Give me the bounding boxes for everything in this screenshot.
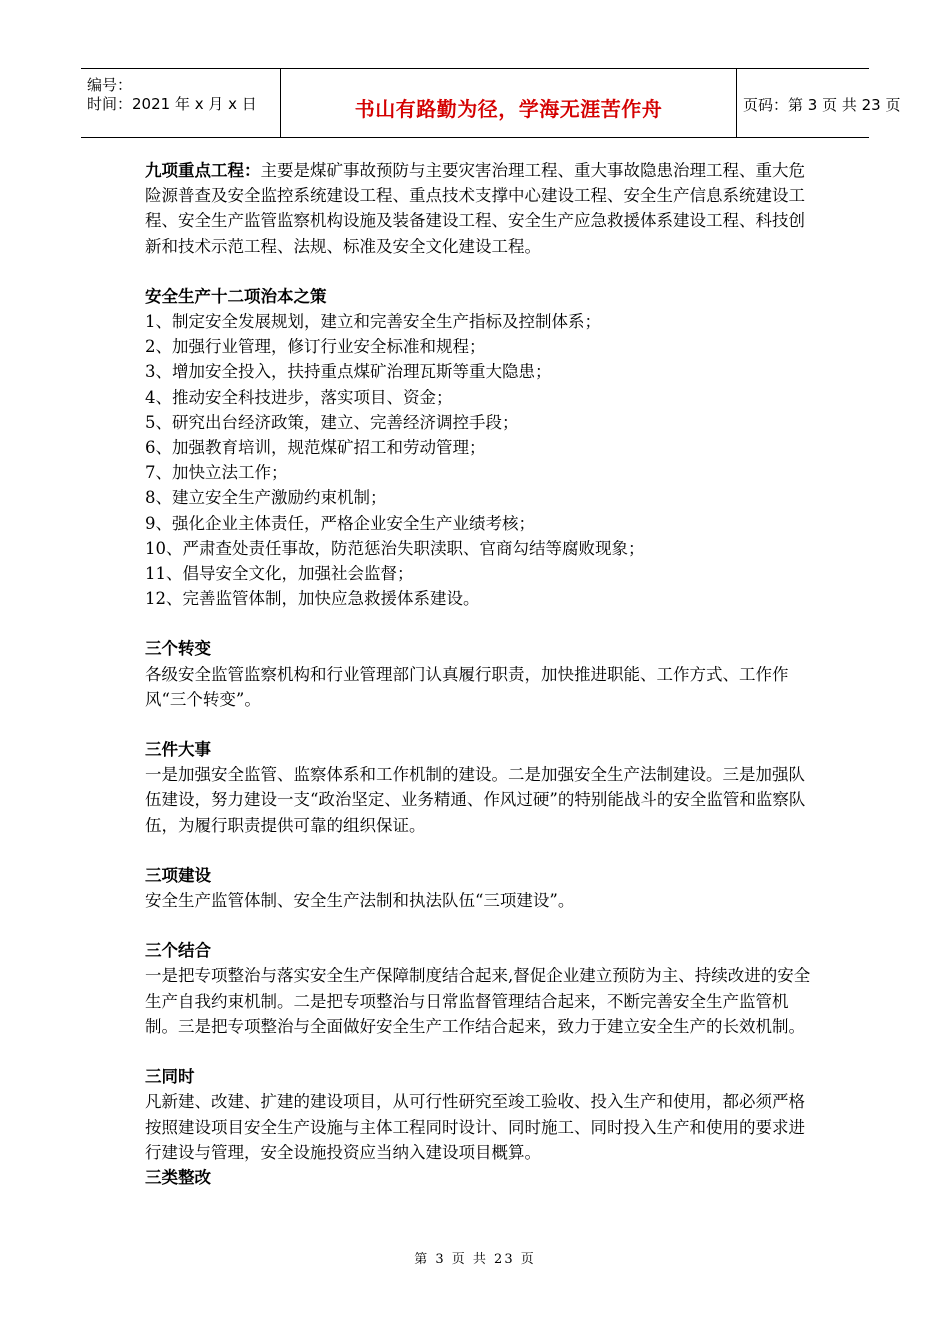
header-time: 时间：2021 年 x 月 x 日 [87, 95, 257, 113]
section-title: 九项重点工程： [145, 161, 261, 180]
header-page-number: 页码：第 3 页 共 23 页 [743, 96, 901, 114]
section-title-three-simultaneous: 三同时 [145, 1067, 195, 1087]
list-item: 2、加强行业管理，修订行业安全标准和规程； [145, 337, 486, 357]
section-text: 一是加强安全监管、监察体系和工作机制的建设。二是加强安全生产法制建设。三是加强队伍建设，努力建设一支“政治坚定、业务精通、作风过硬”的特别能战斗的安全监管和监察队伍，为履行职责提供可靠的组织保证。 [145, 765, 806, 835]
header-motto-cell [281, 69, 737, 137]
list-item: 5、研究出台经济政策，建立、完善经济调控手段； [145, 412, 519, 432]
list-item: 9、强化企业主体责任，严格企业安全生产业绩考核； [145, 513, 535, 533]
section-title-three-constructions: 三项建设 [145, 865, 211, 885]
section-title-three-changes: 三个转变 [145, 639, 211, 659]
section-text: 安全生产监管体制、安全生产法制和执法队伍“三项建设”。 [145, 891, 575, 911]
header-page-cell [737, 69, 901, 137]
document-body [145, 158, 813, 1190]
list-item: 10、严肃查处责任事故，防范惩治失职渎职、官商勾结等腐败现象； [145, 538, 645, 558]
section-title-twelve-measures: 安全生产十二项治本之策 [145, 286, 327, 306]
list-item: 3、增加安全投入，扶持重点煤矿治理瓦斯等重大隐患； [145, 362, 552, 382]
list-item: 1、制定安全发展规划，建立和完善安全生产指标及控制体系； [145, 312, 601, 332]
header-motto: 书山有路勤为径，学海无涯苦作舟 [354, 97, 663, 121]
list-item: 6、加强教育培训，规范煤矿招工和劳动管理； [145, 438, 486, 458]
section-text: 凡新建、改建、扩建的建设项目，从可行性研究至竣工验收、投入生产和使用，都必须严格按照建设项目安全生产设施与主体工程同时设计、同时施工、同时投入生产和使用的要求进行建设与管理，安全设施投资应当纳入建设项目概算。 [145, 1092, 805, 1162]
list-item: 12、完善监管体制，加快应急救援体系建设。 [145, 589, 480, 609]
section-text: 各级安全监管监察机构和行业管理部门认真履行职责，加快推进职能、工作方式、工作作风“三个转变”。 [145, 664, 789, 709]
page-header [81, 68, 901, 138]
section-title-three-events: 三件大事 [145, 740, 211, 760]
list-item: 4、推动安全科技进步，落实项目、资金； [145, 387, 453, 407]
section-title-three-rectifications: 三类整改 [145, 1167, 211, 1187]
header-number: 编号： [87, 76, 133, 94]
page-footer: 第 3 页 共 23 页 [414, 1252, 536, 1267]
list-item: 8、建立安全生产激励约束机制； [145, 488, 387, 508]
list-item: 11、倡导安全文化，加强社会监督； [145, 564, 414, 584]
section-text: 一是把专项整治与落实安全生产保障制度结合起来,督促企业建立预防为主、持续改进的安全生产自我约束机制。二是把专项整治与日常监督管理结合起来，不断完善安全生产监管机制。三是把专项整治与全面做好安全生产工作结合起来，致力于建立安全生产的长效机制。 [145, 966, 811, 1036]
section-text: 主要是煤矿事故预防与主要灾害治理工程、重大事故隐患治理工程、重大危险源普查及安全监控系统建设工程、重点技术支撑中心建设工程、安全生产信息系统建设工程、安全生产监管监察机构设施及装备建设工程、安全生产应急救援体系建设工程、科技创新和技术示范工程、法规、标准及安全文化建设工程。 [145, 161, 805, 256]
section-title-three-combinations: 三个结合 [145, 941, 211, 961]
header-meta-cell [81, 69, 281, 137]
measures-list [145, 309, 813, 611]
list-item: 7、加快立法工作； [145, 463, 288, 483]
section-nine-projects [145, 158, 813, 259]
